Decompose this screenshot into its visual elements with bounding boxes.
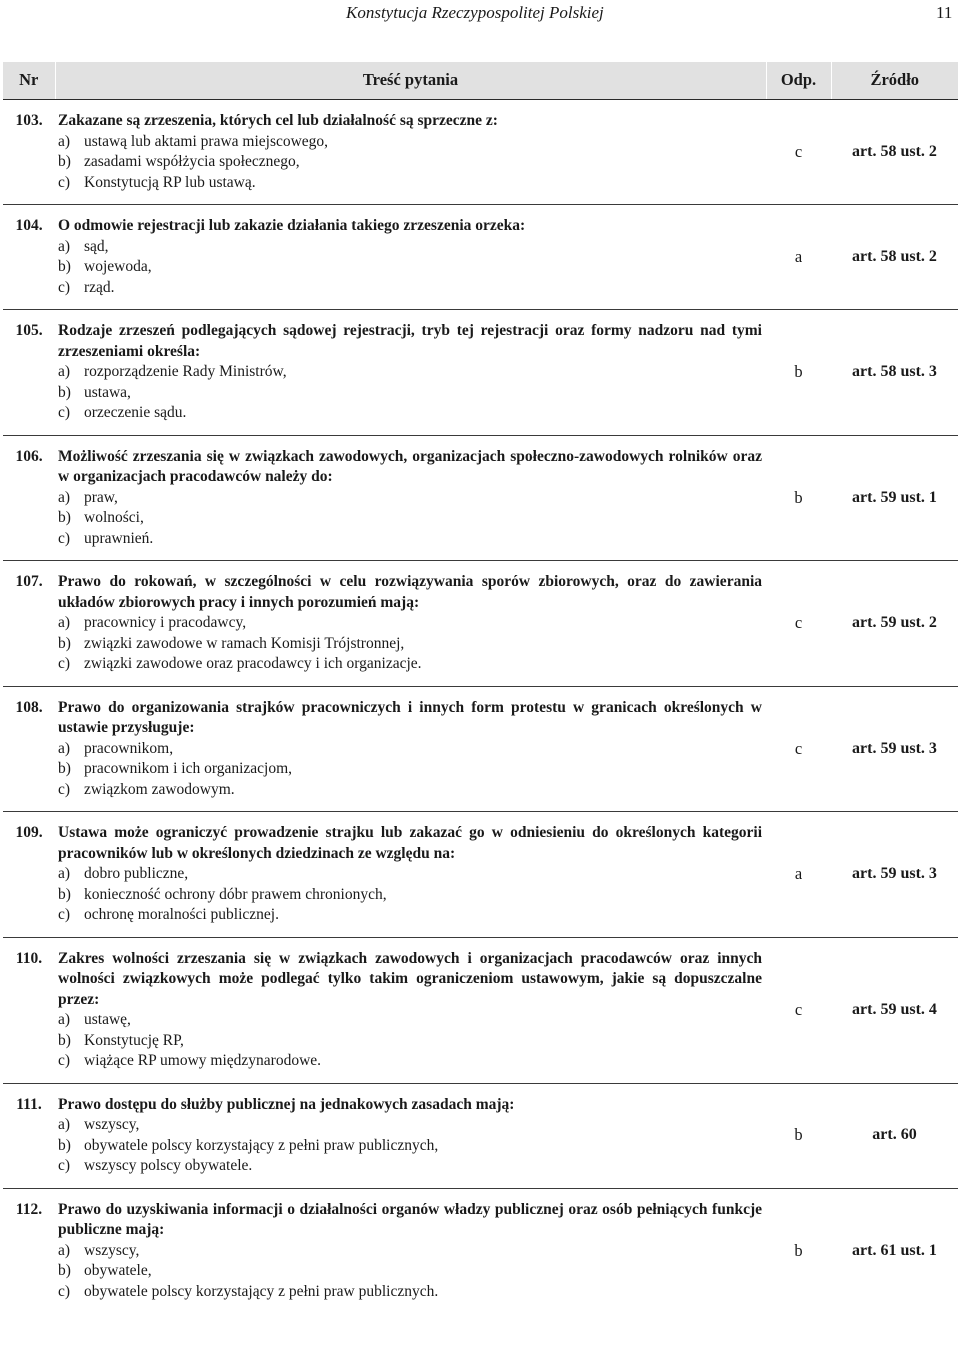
option-letter: b) [58, 1136, 71, 1154]
answer-option [58, 132, 762, 153]
source-reference: art. 58 ust. 3 [831, 310, 958, 436]
option-letter: b) [58, 885, 71, 903]
table-row [3, 1083, 958, 1188]
correct-answer: a [766, 812, 831, 938]
question-text: Prawo do rokowań, w szczególności w celu rozwiązywania sporów zbiorowych, oraz do zawierania układów zbiorowych pracy i innych porozumień mają: [58, 573, 762, 611]
correct-answer: b [766, 310, 831, 436]
source-reference: art. 61 ust. 1 [852, 1241, 937, 1259]
question-number: 106. [3, 435, 55, 561]
answer-option [58, 654, 762, 675]
question-text: Zakres wolności zrzeszania się w związkach zawodowych i organizacjach pracodawców oraz innych wolności związkowych może podlegać tylko takim ograniczeniom ustawowym, jakie są dopuszczalne przez: [58, 949, 762, 1008]
question-text: Zakazane są zrzeszenia, których cel lub działalność są sprzeczne z: [58, 112, 498, 129]
source-reference: art. 60 [831, 1083, 958, 1188]
option-text: związki zawodowe oraz pracodawcy i ich organizacje. [84, 655, 422, 672]
option-letter: a) [58, 363, 71, 380]
option-text: uprawnień. [84, 529, 154, 547]
option-letter: b) [58, 634, 71, 652]
option-text: ustawa, [84, 383, 131, 401]
option-letter: a) [58, 1241, 71, 1259]
answer-option [58, 905, 762, 926]
question-number: 104. [3, 205, 55, 310]
option-letter: b) [58, 509, 71, 526]
option-letter: c) [58, 1157, 71, 1174]
answer-option [58, 613, 762, 634]
answer-option [58, 152, 762, 173]
source-reference: art. 58 ust. 2 [831, 205, 958, 310]
option-text: pracownikom, [84, 739, 174, 757]
question-text: Możliwość zrzeszania się w związkach zawodowych, organizacjach społeczno-zawodowych rolników oraz w organizacjach pracodawców należy do: [58, 447, 762, 485]
option-letter: a) [58, 1116, 71, 1133]
question-cell [55, 100, 766, 205]
question-number: 108. [3, 686, 55, 812]
option-letter: c) [58, 278, 71, 296]
option-letter: a) [58, 1011, 71, 1028]
option-text: dobro publiczne, [84, 865, 189, 882]
answer-option [58, 1136, 762, 1157]
correct-answer: c [766, 561, 831, 687]
answer-option [58, 1051, 762, 1072]
option-letter: c) [58, 173, 71, 191]
answer-option [58, 508, 762, 529]
option-text: Konstytucją RP lub ustawą. [84, 173, 256, 191]
answer-option [58, 780, 762, 801]
option-letter: a) [58, 614, 71, 631]
answer-option [58, 257, 762, 278]
option-text: sąd, [84, 237, 109, 255]
question-cell [55, 812, 766, 938]
question-text: Prawo dostępu do służby publicznej na jednakowych zasadach mają: [58, 1095, 515, 1113]
option-letter: c) [58, 655, 71, 672]
question-text: Ustawa może ograniczyć prowadzenie strajku lub zakazać go w odniesieniu do określonych kategorii pracowników lub w określonych dziedzinach ze względu na: [58, 824, 762, 862]
table-row [3, 561, 958, 687]
option-letter: a) [58, 237, 71, 255]
question-number: 109. [3, 812, 55, 938]
table-row [3, 686, 958, 812]
question-cell [55, 1083, 766, 1188]
column-header-nr: Nr [3, 62, 55, 100]
option-letter: a) [58, 739, 71, 757]
table-header-row [3, 62, 958, 100]
source-reference: art. 59 ust. 2 [831, 561, 958, 687]
answer-option [58, 739, 762, 760]
answer-option [58, 403, 762, 424]
answer-option [58, 1261, 762, 1282]
option-text: wojewoda, [84, 258, 152, 275]
correct-answer: c [766, 937, 831, 1083]
answer-option [58, 362, 762, 383]
option-letter: b) [58, 1262, 71, 1279]
option-text: ustawą lub aktami prawa miejscowego, [84, 132, 329, 150]
answer-option [58, 237, 762, 258]
question-cell [55, 435, 766, 561]
option-letter: b) [58, 1031, 71, 1049]
answer-option [58, 488, 762, 509]
answer-option [58, 1031, 762, 1052]
option-text: obywatele polscy korzystający z pełni praw publicznych, [84, 1136, 439, 1154]
correct-answer: b [766, 1083, 831, 1188]
question-text: Rodzaje zrzeszeń podlegających sądowej rejestracji, tryb tej rejestracji oraz formy nadzoru nad tymi zrzeszeniami określa: [58, 322, 762, 360]
source-reference: art. 59 ust. 3 [831, 812, 958, 938]
source-reference: art. 58 ust. 2 [831, 100, 958, 205]
option-text: Konstytucję RP, [84, 1031, 184, 1049]
question-number: 112. [15, 1200, 43, 1218]
table-row [3, 937, 958, 1083]
option-text: orzeczenie sądu. [84, 404, 187, 421]
option-letter: c) [58, 1052, 71, 1069]
page-header [0, 0, 960, 40]
question-number: 107. [3, 561, 55, 687]
question-text: Prawo do organizowania strajków pracowniczych i innych form protestu w granicach określonych w ustawie przysługuje: [58, 698, 762, 736]
option-letter: b) [58, 153, 71, 170]
option-letter: b) [58, 258, 71, 275]
option-text: ochronę moralności publicznej. [84, 906, 279, 923]
option-letter: a) [58, 865, 71, 882]
option-text: wszyscy, [84, 1241, 140, 1259]
header-title: Konstytucja Rzeczypospolitej Polskiej [346, 3, 604, 22]
option-letter: b) [58, 760, 71, 777]
option-letter: c) [58, 404, 71, 421]
table-row [3, 812, 958, 938]
table-row [3, 205, 958, 310]
question-cell [55, 686, 766, 812]
option-text: obywatele polscy korzystający z pełni praw publicznych. [84, 1282, 439, 1300]
question-text: O odmowie rejestracji lub zakazie działania takiego zrzeszenia orzeka: [58, 217, 526, 234]
option-text: obywatele, [84, 1262, 152, 1279]
answer-option [58, 1010, 762, 1031]
option-text: wolności, [84, 509, 144, 526]
option-text: związkom zawodowym. [84, 780, 235, 798]
column-header-answer: Odp. [766, 62, 831, 100]
answer-option [58, 1282, 762, 1303]
correct-answer: c [766, 686, 831, 812]
option-text: pracownicy i pracodawcy, [84, 614, 247, 631]
source-reference: art. 59 ust. 1 [831, 435, 958, 561]
option-text: ustawę, [84, 1011, 131, 1028]
answer-option [58, 529, 762, 550]
answer-option [58, 1156, 762, 1177]
option-text: rząd. [84, 278, 115, 296]
column-header-question: Treść pytania [55, 62, 766, 100]
correct-answer: c [766, 100, 831, 205]
source-reference: art. 59 ust. 3 [831, 686, 958, 812]
answer-option [58, 759, 762, 780]
correct-answer: b [766, 435, 831, 561]
question-cell [55, 937, 766, 1083]
answer-option [58, 634, 762, 655]
option-text: praw, [84, 488, 118, 506]
column-header-source: Źródło [831, 62, 958, 100]
source-reference: art. 59 ust. 4 [831, 937, 958, 1083]
option-letter: a) [58, 488, 71, 506]
option-text: wszyscy, [84, 1116, 140, 1133]
correct-answer: b [794, 1240, 803, 1260]
option-letter: c) [58, 1282, 71, 1300]
question-cell [55, 310, 766, 436]
option-letter: b) [58, 383, 71, 401]
option-letter: c) [58, 529, 71, 547]
option-text: rozporządzenie Rady Ministrów, [84, 363, 287, 380]
answer-option [58, 864, 762, 885]
question-cell [55, 561, 766, 687]
answer-option [58, 1115, 762, 1136]
option-letter: c) [58, 780, 71, 798]
correct-answer: a [766, 205, 831, 310]
table-row [3, 1188, 958, 1313]
questions-table [3, 62, 958, 1313]
page-number: 11 [936, 3, 953, 22]
answer-option [58, 278, 762, 299]
option-text: wszyscy polscy obywatele. [84, 1157, 253, 1174]
option-text: wiążące RP umowy międzynarodowe. [84, 1052, 322, 1069]
answer-option [58, 1241, 762, 1262]
question-number: 111. [3, 1083, 55, 1188]
table-row [3, 435, 958, 561]
question-number: 110. [3, 937, 55, 1083]
question-number: 105. [3, 310, 55, 436]
table-row [3, 310, 958, 436]
question-cell [55, 205, 766, 310]
question-number: 103. [3, 100, 55, 205]
option-letter: a) [58, 132, 71, 150]
answer-option [58, 885, 762, 906]
option-text: pracownikom i ich organizacjom, [84, 760, 293, 777]
option-letter: c) [58, 906, 71, 923]
question-text: Prawo do uzyskiwania informacji o działalności organów władzy publicznej oraz osób pełniących funkcje publiczne mają: [58, 1200, 762, 1238]
question-cell [55, 1188, 766, 1313]
option-text: zasadami współżycia społecznego, [84, 153, 300, 170]
answer-option [58, 173, 762, 194]
table-row [3, 100, 958, 205]
answer-option [58, 383, 762, 404]
option-text: związki zawodowe w ramach Komisji Trójstronnej, [84, 634, 405, 652]
option-text: konieczność ochrony dóbr prawem chronionych, [84, 885, 387, 903]
